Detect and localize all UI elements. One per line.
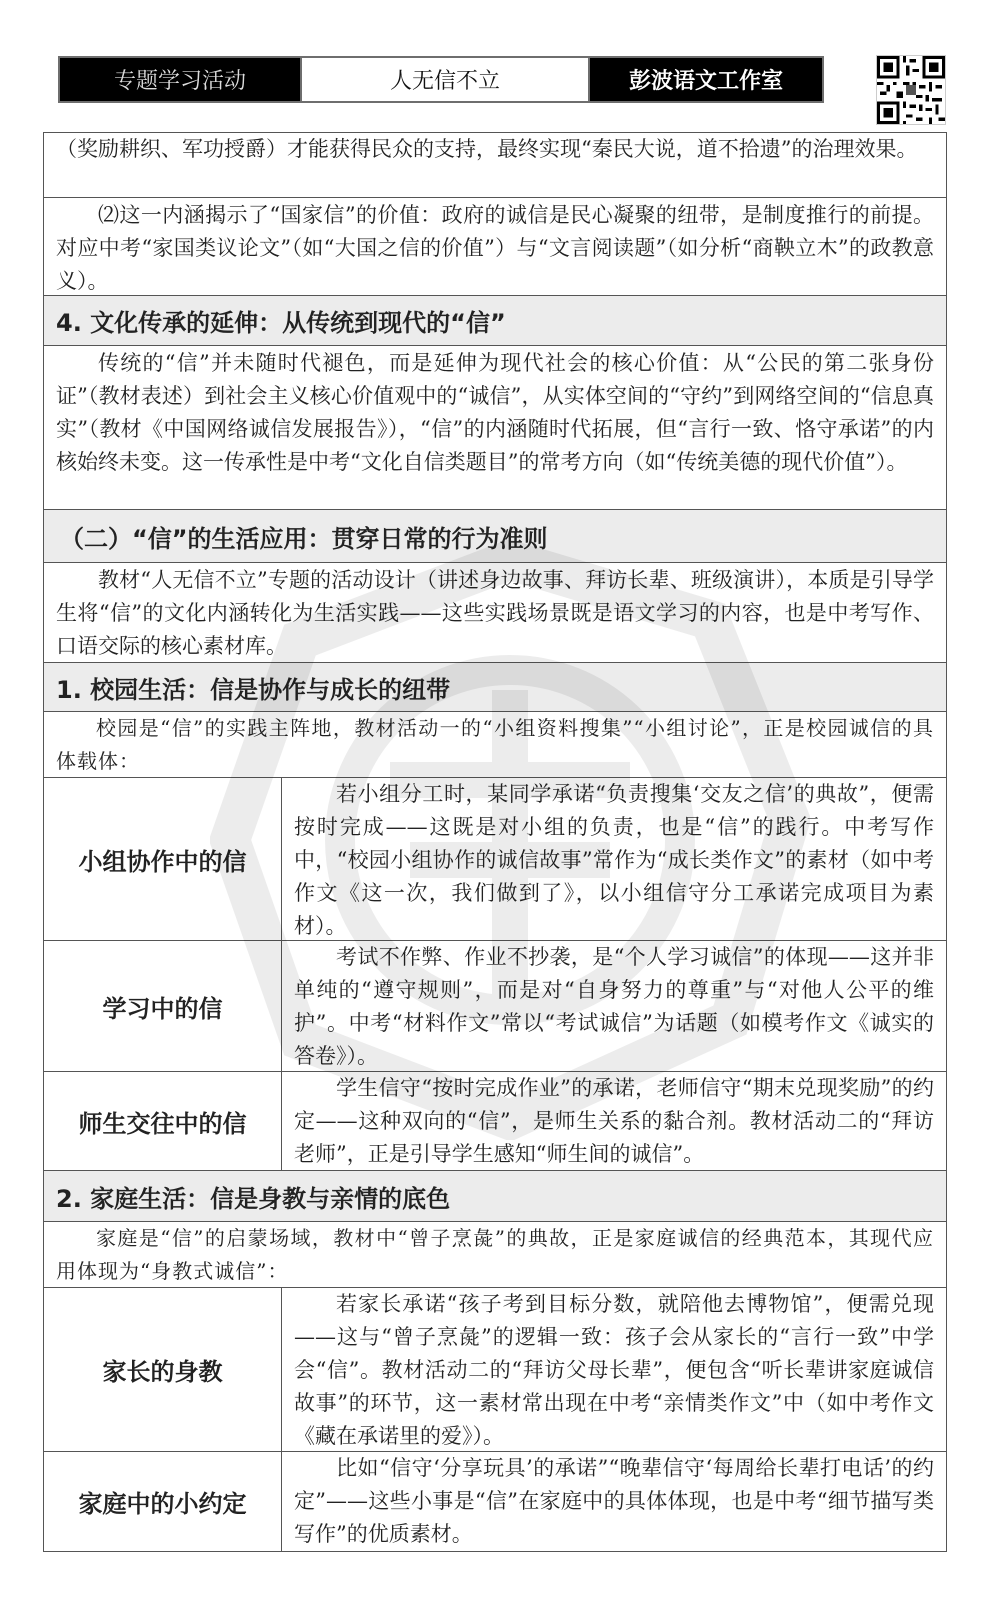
qr-code-icon bbox=[876, 55, 946, 125]
table-label: 小组协作中的信 bbox=[44, 778, 282, 940]
table-row bbox=[44, 1072, 946, 1171]
banner-topic-title: 人无信不立 bbox=[300, 58, 590, 101]
banner-studio-name: 彭波语文工作室 bbox=[590, 58, 822, 101]
table-text: 若小组分工时，某同学承诺“负责搜集‘交友之信’的典故”，便需按时完成——这既是对小组的负责，也是“信”的践行。中考写作中，“校园小组协作的诚信故事”常作为“成长类作文”的素材（如中考作文《这一次，我们做到了》，以小组信守分工承诺完成项目为素材）。 bbox=[294, 782, 934, 938]
table-row bbox=[44, 941, 946, 1072]
table-label: 学习中的信 bbox=[44, 941, 282, 1071]
paragraph-row bbox=[44, 712, 946, 778]
paragraph-2: ⑵这一内涵揭示了“国家信”的价值：政府的诚信是民心凝聚的纽带，是制度推行的前提。对应中考“家国类议论文”（如“大国之信的价值”）与“文言阅读题”（如分析“商鞅立木”的政教意义）。 bbox=[56, 203, 934, 293]
table-row bbox=[44, 778, 946, 941]
table-text: 学生信守“按时完成作业”的承诺，老师信守“期末兑现奖励”的约定——这种双向的“信”，是师生关系的黏合剂。教材活动二的“拜访老师”，正是引导学生感知“师生间的诚信”。 bbox=[294, 1076, 934, 1166]
subheading-family: 2. 家庭生活：信是身教与亲情的底色 bbox=[44, 1171, 946, 1222]
paragraph-5: 校园是“信”的实践主阵地，教材活动一的“小组资料搜集”“小组讨论”，正是校园诚信的具体载体： bbox=[56, 716, 934, 773]
paragraph-row bbox=[44, 1222, 946, 1288]
paragraph-3: 传统的“信”并未随时代褪色，而是延伸为现代社会的核心价值：从“公民的第二张身份证”（教材表述）到社会主义核心价值观中的“诚信”，从实体空间的“守约”到网络空间的“信息真实”（教材《中国网络诚信发展报告》），“信”的内涵随时代拓展，但“言行一致、恪守承诺”的内核始终未变。这一传承性是中考“文化自信类题目”的常考方向（如“传统美德的现代价值”）。 bbox=[56, 351, 934, 474]
subheading-4: 4. 文化传承的延伸：从传统到现代的“信” bbox=[44, 296, 946, 346]
paragraph-4: 教材“人无信不立”专题的活动设计（讲述身边故事、拜访长辈、班级演讲），本质是引导学生将“信”的文化内涵转化为生活实践——这些实践场景既是语文学习的内容，也是中考写作、口语交际的核心素材库。 bbox=[56, 568, 934, 658]
table-row bbox=[44, 1452, 946, 1551]
table-text: 考试不作弊、作业不抄袭，是“个人学习诚信”的体现——这并非单纯的“遵守规则”，而是对“自身努力的尊重”与“对他人公平的维护”。中考“材料作文”常以“考试诚信”为话题（如模考作文《诚实的答卷》）。 bbox=[294, 945, 934, 1068]
table-text: 比如“信守‘分享玩具’的承诺”“晚辈信守‘每周给长辈打电话’的约定”——这些小事是“信”在家庭中的具体体现，也是中考“细节描写类写作”的优质素材。 bbox=[294, 1456, 934, 1546]
document-body bbox=[43, 132, 947, 1552]
table-label: 师生交往中的信 bbox=[44, 1072, 282, 1170]
paragraph-row bbox=[44, 133, 946, 198]
header-banner bbox=[58, 56, 824, 103]
paragraph-1: （奖励耕织、军功授爵）才能获得民众的支持，最终实现“秦民大说，道不拾遗”的治理效果。 bbox=[56, 137, 918, 161]
table-label: 家长的身教 bbox=[44, 1288, 282, 1451]
subheading-campus: 1. 校园生活：信是协作与成长的纽带 bbox=[44, 663, 946, 712]
table-text: 若家长承诺“孩子考到目标分数，就陪他去博物馆”，便需兑现——这与“曾子烹彘”的逻辑一致：孩子会从家长的“言行一致”中学会“信”。教材活动二的“拜访父母长辈”，便包含“听长辈讲家庭诚信故事”的环节，这一素材常出现在中考“亲情类作文”中（如中考作文《藏在承诺里的爱》）。 bbox=[294, 1292, 934, 1448]
paragraph-row bbox=[44, 198, 946, 296]
table-row bbox=[44, 1288, 946, 1452]
section-heading-2: （二）“信”的生活应用：贯穿日常的行为准则 bbox=[44, 510, 946, 563]
table-label: 家庭中的小约定 bbox=[44, 1452, 282, 1551]
paragraph-6: 家庭是“信”的启蒙场域，教材中“曾子烹彘”的典故，正是家庭诚信的经典范本，其现代应用体现为“身教式诚信”： bbox=[56, 1226, 934, 1283]
banner-series-label: 专题学习活动 bbox=[60, 58, 300, 101]
paragraph-row bbox=[44, 563, 946, 663]
paragraph-row bbox=[44, 346, 946, 510]
